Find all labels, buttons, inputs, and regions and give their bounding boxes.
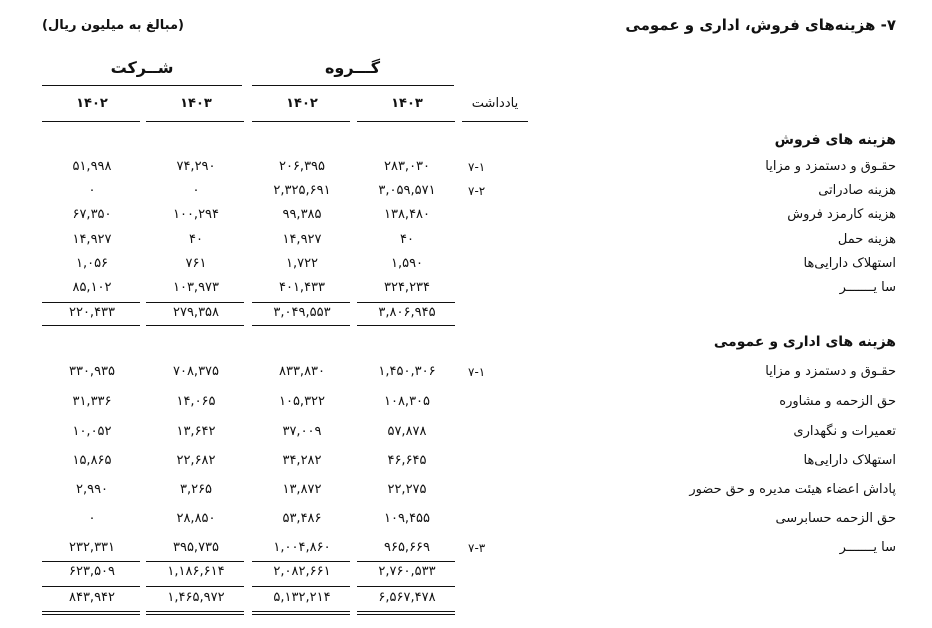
cell-c1402: ۱۴,۹۲۷ (72, 232, 112, 247)
cell-c1403: ۴۰ (189, 232, 203, 247)
cell-g1402: ۴۰۱,۴۳۳ (278, 280, 326, 295)
page-title: ۷- هزینه‌های فروش، اداری و عمومی (625, 16, 896, 34)
divider (42, 121, 140, 122)
row-note: ۷-۱ (468, 365, 486, 379)
cell-c1402: ۱۰,۰۵۲ (72, 424, 112, 439)
row-label: حق الزحمه و مشاوره (779, 394, 896, 409)
cell-c1402: ۲۳۲,۳۳۱ (68, 540, 116, 555)
divider (252, 121, 350, 122)
subtotal-line (252, 302, 350, 303)
double-line (42, 611, 140, 612)
cell-g1403: ۱,۴۵۰,۳۰۶ (378, 364, 436, 379)
cell-c1403: ۷۰۸,۳۷۵ (172, 364, 220, 379)
cell-c1403: ۱۰۳,۹۷۳ (172, 280, 220, 295)
year-group-1402: ۱۴۰۲ (286, 96, 318, 111)
cell-c1402: ۳۳۰,۹۳۵ (68, 364, 116, 379)
cell-g1403: ۲۸۳,۰۳۰ (383, 159, 431, 174)
row-label: حقـوق و دستمزد و مزایا (765, 159, 896, 174)
row-note: ۷-۳ (468, 541, 486, 555)
double-line (146, 614, 244, 615)
divider (146, 121, 244, 122)
cell-g1402: ۱,۷۲۲ (285, 256, 319, 271)
subtotal-line (252, 586, 350, 587)
subtotal-line (42, 586, 140, 587)
cell-g1403: ۱۰۹,۴۵۵ (383, 511, 431, 526)
total-g1402: ۳,۰۴۹,۵۵۳ (273, 305, 331, 320)
subtotal-line (146, 586, 244, 587)
total-c1403: ۱,۱۸۶,۶۱۴ (167, 564, 225, 579)
cell-g1402: ۱۰۵,۳۲۲ (278, 394, 326, 409)
total-c1402: ۶۲۳,۵۰۹ (68, 564, 116, 579)
total-g1403: ۲,۷۶۰,۵۳۳ (378, 564, 436, 579)
row-label: پاداش اعضاء هیئت مدیره و حق حضور (689, 482, 896, 497)
cell-g1403: ۱۰۸,۳۰۵ (383, 394, 431, 409)
cell-c1403: ۱۳,۶۴۲ (176, 424, 216, 439)
year-company-1403: ۱۴۰۳ (180, 96, 212, 111)
cell-g1402: ۹۹,۳۸۵ (282, 207, 322, 222)
note-column-header: یادداشت (471, 96, 519, 111)
grand-total-g1403: ۶,۵۶۷,۴۷۸ (378, 590, 436, 605)
cell-g1403: ۹۶۵,۶۶۹ (383, 540, 431, 555)
cell-c1403: ۲۸,۸۵۰ (176, 511, 216, 526)
subtotal-line (42, 302, 140, 303)
cell-g1402: ۲,۳۲۵,۶۹۱ (273, 183, 331, 198)
cell-c1403: ۰ (192, 183, 200, 198)
row-label: سا یـــــــر (839, 280, 896, 295)
group-header: گـــروه (324, 58, 381, 77)
total-g1403: ۳,۸۰۶,۹۴۵ (378, 305, 436, 320)
grand-total-c1403: ۱,۴۶۵,۹۷۲ (167, 590, 225, 605)
cell-g1403: ۴۰ (400, 232, 414, 247)
cell-c1403: ۱۴,۰۶۵ (176, 394, 216, 409)
cell-c1402: ۸۵,۱۰۲ (72, 280, 112, 295)
total-line (357, 325, 455, 326)
cell-c1402: ۱۵,۸۶۵ (72, 453, 112, 468)
cell-g1403: ۳۲۴,۲۳۴ (383, 280, 431, 295)
subtotal-line (146, 302, 244, 303)
total-line (252, 325, 350, 326)
subtotal-line (42, 561, 140, 562)
double-line (357, 611, 455, 612)
cell-g1403: ۲۲,۲۷۵ (387, 482, 427, 497)
total-c1403: ۲۷۹,۳۵۸ (172, 305, 220, 320)
cell-g1402: ۸۳۳,۸۳۰ (278, 364, 326, 379)
row-label: استهلاک دارایی‌ها (803, 453, 896, 468)
unit-note: (مبالغ به میلیون ریال) (42, 18, 184, 33)
subtotal-line (146, 561, 244, 562)
cell-g1402: ۳۴,۲۸۲ (282, 453, 322, 468)
double-line (357, 614, 455, 615)
double-line (42, 614, 140, 615)
cell-c1403: ۲۲,۶۸۲ (176, 453, 216, 468)
cell-g1403: ۱,۵۹۰ (390, 256, 424, 271)
cell-c1403: ۳۹۵,۷۳۵ (172, 540, 220, 555)
cell-c1403: ۷۴,۲۹۰ (176, 159, 216, 174)
double-line (146, 611, 244, 612)
cell-g1402: ۲۰۶,۳۹۵ (278, 159, 326, 174)
cell-g1403: ۱۳۸,۴۸۰ (383, 207, 431, 222)
cell-c1402: ۱,۰۵۶ (75, 256, 109, 271)
subtotal-line (357, 561, 455, 562)
subtotal-line (252, 561, 350, 562)
subtotal-line (357, 302, 455, 303)
total-g1402: ۲,۰۸۲,۶۶۱ (273, 564, 331, 579)
total-line (42, 325, 140, 326)
total-c1402: ۲۲۰,۴۳۳ (68, 305, 116, 320)
double-line (252, 611, 350, 612)
divider (462, 121, 528, 122)
year-group-1403: ۱۴۰۳ (391, 96, 423, 111)
row-label: حق الزحمه حسابرسی (775, 511, 896, 526)
cell-g1402: ۳۷,۰۰۹ (282, 424, 322, 439)
cell-c1402: ۵۱,۹۹۸ (72, 159, 112, 174)
row-label: تعمیرات و نگهداری (793, 424, 896, 439)
cell-g1402: ۱۳,۸۷۲ (282, 482, 322, 497)
row-note: ۷-۲ (468, 184, 486, 198)
row-label: هزینه کارمزد فروش (787, 207, 896, 222)
cell-c1403: ۳,۲۶۵ (179, 482, 213, 497)
year-company-1402: ۱۴۰۲ (76, 96, 108, 111)
group-underline (252, 85, 454, 86)
cell-g1403: ۴۶,۶۴۵ (387, 453, 427, 468)
grand-total-c1402: ۸۴۳,۹۴۲ (68, 590, 116, 605)
double-line (252, 614, 350, 615)
cell-c1402: ۶۷,۳۵۰ (72, 207, 112, 222)
section-title-selling: هزینه های فروش (774, 132, 896, 148)
cell-c1403: ۷۶۱ (185, 256, 207, 271)
grand-total-g1402: ۵,۱۳۲,۲۱۴ (273, 590, 331, 605)
row-label: حقـوق و دستمزد و مزایا (765, 364, 896, 379)
divider (357, 121, 455, 122)
cell-c1402: ۰ (88, 183, 96, 198)
section-title-admin: هزینه های اداری و عمومی (713, 334, 896, 350)
company-underline (42, 85, 242, 86)
cell-c1403: ۱۰۰,۲۹۴ (172, 207, 220, 222)
cell-g1402: ۱,۰۰۴,۸۶۰ (273, 540, 331, 555)
cell-g1403: ۵۷,۸۷۸ (387, 424, 427, 439)
company-header: شــرکت (110, 58, 174, 77)
cell-g1402: ۵۳,۴۸۶ (282, 511, 322, 526)
row-label: هزینه حمل (837, 232, 896, 247)
row-label: استهلاک دارایی‌ها (803, 256, 896, 271)
cell-g1403: ۳,۰۵۹,۵۷۱ (378, 183, 436, 198)
cell-c1402: ۰ (88, 511, 96, 526)
total-line (146, 325, 244, 326)
row-label: سا یـــــــر (839, 540, 896, 555)
cell-c1402: ۲,۹۹۰ (75, 482, 109, 497)
cell-c1402: ۳۱,۳۳۶ (72, 394, 112, 409)
subtotal-line (357, 586, 455, 587)
row-label: هزینه صادراتی (818, 183, 896, 198)
cell-g1402: ۱۴,۹۲۷ (282, 232, 322, 247)
row-note: ۷-۱ (468, 160, 486, 174)
